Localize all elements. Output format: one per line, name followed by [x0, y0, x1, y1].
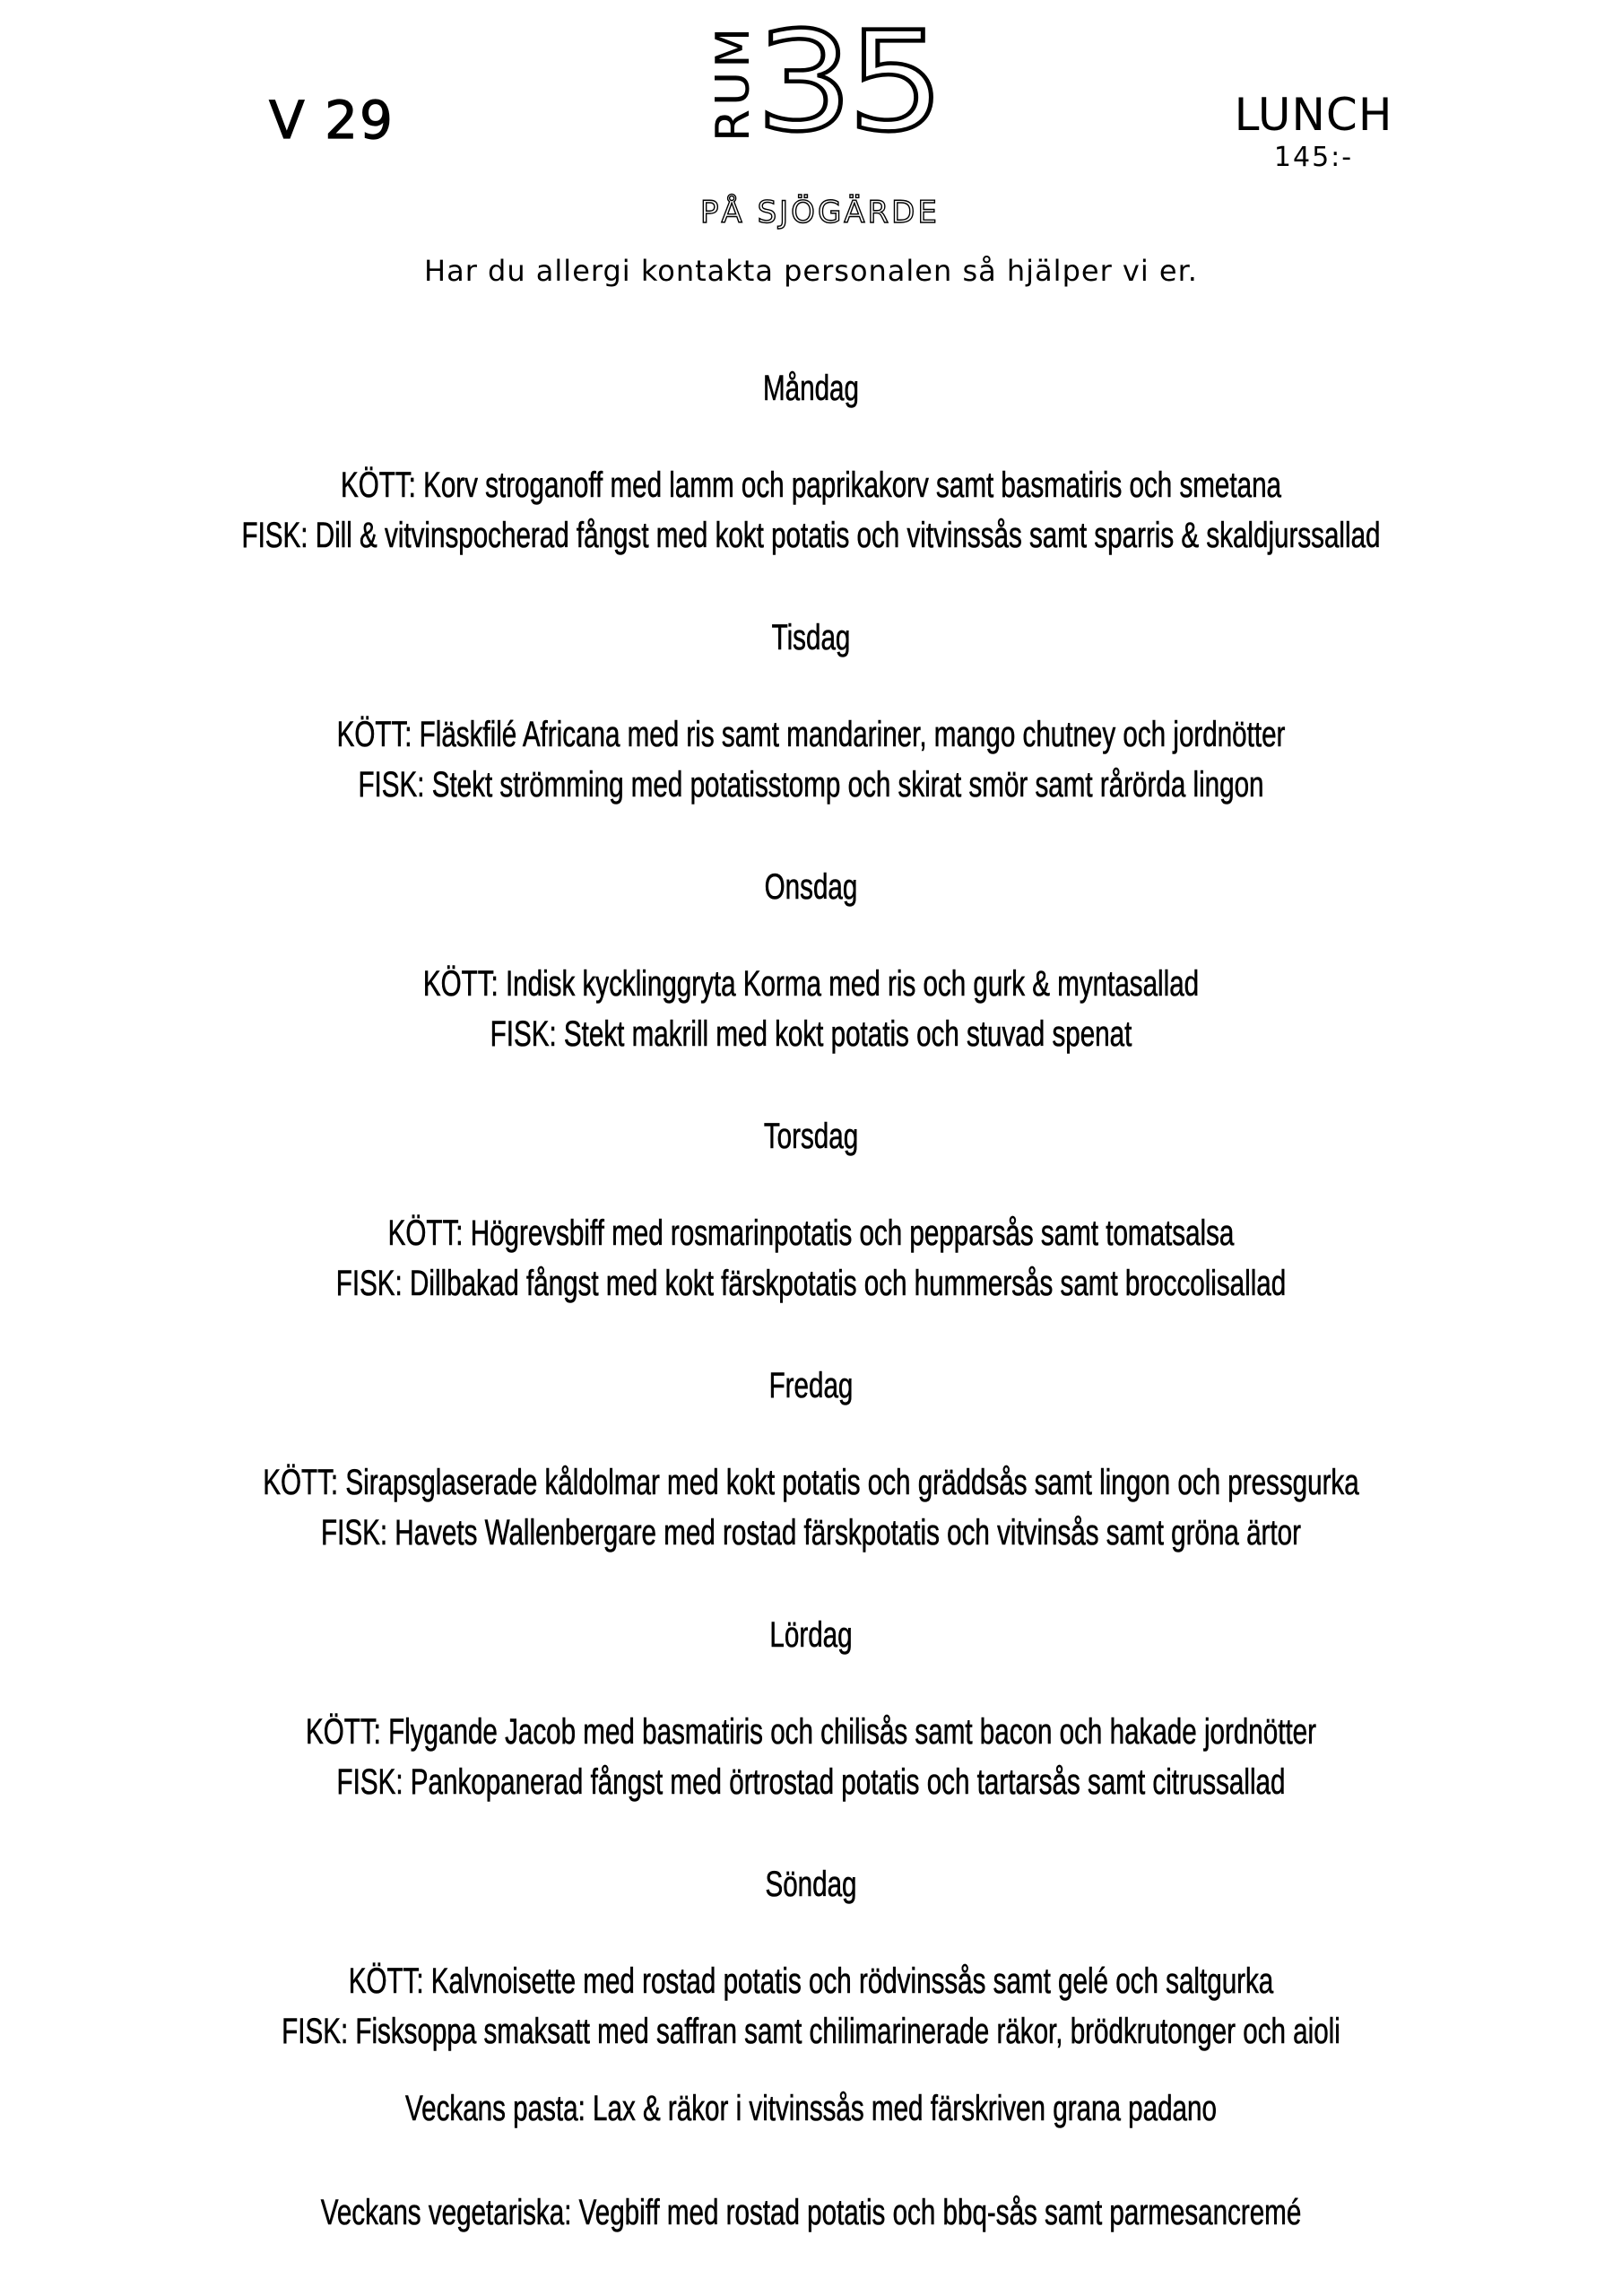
meat-dish: KÖTT: Sirapsglaserade kåldolmar med kokt potatis och gräddsås samt lingon och pressgurka — [263, 1463, 1359, 1502]
meat-dish: KÖTT: Korv stroganoff med lamm och paprikakorv samt basmatiris och smetana — [340, 465, 1281, 505]
fish-dish: FISK: Fisksoppa smaksatt med saffran samt chilimarinerade räkor, brödkrutonger och aioli — [282, 2012, 1340, 2051]
day-block-torsdag — [0, 1111, 1622, 1361]
meat-dish: KÖTT: Kalvnoisette med rostad potatis och rödvinssås samt gelé och saltgurka — [348, 1961, 1274, 2001]
logo-rum-text: RUM — [707, 23, 760, 142]
day-block-sondag — [0, 1859, 1622, 2083]
logo-mark — [686, 18, 964, 233]
day-heading: Torsdag — [763, 1117, 859, 1156]
day-block-lordag — [0, 1610, 1622, 1859]
weekly-pasta: Veckans pasta: Lax & räkor i vitvinssås med färskriven grana padano — [405, 2089, 1217, 2128]
fish-dish: FISK: Dillbakad fångst med kokt färskpotatis och hummersås samt broccolisallad — [335, 1264, 1287, 1303]
meat-dish: KÖTT: Indisk kycklinggryta Korma med ris och gurk & myntasallad — [422, 964, 1200, 1004]
day-block-mandag — [0, 363, 1622, 613]
day-heading: Fredag — [768, 1366, 854, 1405]
meat-dish: KÖTT: Högrevsbiff med rosmarinpotatis och pepparsås samt tomatsalsa — [387, 1213, 1235, 1253]
logo-number-text: 35 — [756, 18, 940, 163]
day-heading: Lördag — [769, 1615, 853, 1655]
weekly-vegetarian: Veckans vegetariska: Vegbiff med rostad potatis och bbq-sås samt parmesancremé — [320, 2193, 1302, 2232]
day-block-fredag — [0, 1361, 1622, 1610]
spacer — [0, 2134, 1622, 2187]
meat-dish: KÖTT: Flygande Jacob med basmatiris och chilisås samt bacon och hakade jordnötter — [306, 1712, 1316, 1752]
day-heading: Tisdag — [771, 618, 851, 657]
lunch-price: 145:- — [1273, 142, 1354, 173]
allergy-note: Har du allergi kontakta personalen så hjälper vi er. — [424, 254, 1198, 288]
lunch-label: LUNCH — [1234, 89, 1393, 141]
fish-dish: FISK: Havets Wallenbergare med rostad färskpotatis och vitvinsås samt gröna ärtor — [321, 1513, 1301, 1552]
lunch-price-box — [1228, 90, 1399, 173]
fish-dish: FISK: Dill & vitvinspocherad fångst med kokt potatis och vitvinssås samt sparris & skaldjurssallad — [241, 516, 1381, 555]
restaurant-logo — [686, 18, 964, 233]
logo-subtitle-text: PÅ SJÖGÄRDE — [700, 195, 940, 230]
fish-dish: FISK: Pankopanerad fångst med örtrostad potatis och tartarsås samt citrussallad — [336, 1762, 1286, 1802]
fish-dish: FISK: Stekt strömming med potatisstomp och skirat smör samt rårörda lingon — [358, 765, 1264, 804]
day-heading: Söndag — [765, 1865, 857, 1904]
weekly-menu — [0, 363, 1622, 2238]
day-heading: Måndag — [763, 369, 859, 408]
day-heading: Onsdag — [764, 867, 858, 907]
fish-dish: FISK: Stekt makrill med kokt potatis och stuvad spenat — [490, 1014, 1132, 1054]
day-block-onsdag — [0, 862, 1622, 1111]
day-block-tisdag — [0, 613, 1622, 862]
meat-dish: KÖTT: Fläskfilé Africana med ris samt mandariner, mango chutney och jordnötter — [336, 715, 1286, 754]
week-number: V 29 — [269, 90, 395, 151]
